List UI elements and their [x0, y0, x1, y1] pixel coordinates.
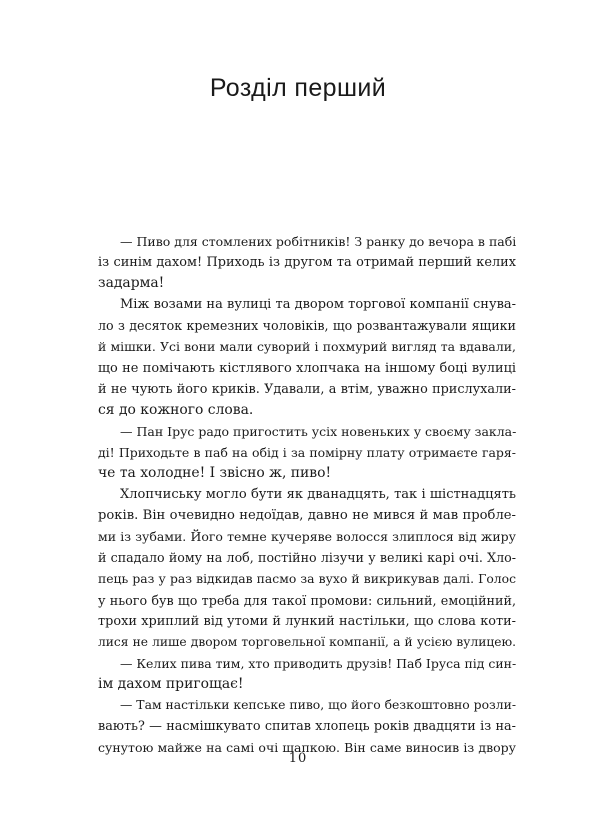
- paragraph: [98, 421, 516, 484]
- text-line: й спадало йому на лоб, постійно лізучи у великі карі очі. Хло-: [98, 550, 516, 566]
- text-line: ся до кожного слова.: [98, 401, 254, 418]
- text-line: ді! Приходьте в паб на обід і за помірну плату отримаєте гаря-: [98, 444, 516, 460]
- text-line: ми із зубами. Його темне кучеряве волосся злиплося від жиру: [98, 529, 516, 545]
- text-line: років. Він очевидно недоїдав, давно не мився й мав пробле-: [98, 508, 516, 524]
- page-number: 10: [288, 751, 308, 766]
- text-line: Хлопчиську могло бути як дванадцять, так і шістнадцять: [120, 487, 516, 503]
- text-line: — Пиво для стомлених робітників! З ранку до вечора в пабі: [120, 234, 517, 249]
- text-line: у нього був що треба для такої промови: сильний, емоційний,: [98, 592, 516, 608]
- text-line: ім дахом пригощає!: [98, 675, 244, 692]
- text-line: — Келих пива тим, хто приводить друзів! Паб Іруса під син-: [120, 655, 517, 671]
- paragraph: [98, 695, 516, 758]
- text-line: задарма!: [98, 275, 165, 292]
- paragraph: [98, 484, 516, 653]
- chapter-title: Розділ перший: [209, 74, 387, 102]
- text-line: із синім дахом! Приходь із другом та отримай перший келих: [98, 255, 516, 271]
- body-text: [98, 231, 516, 758]
- text-line: й мішки. Усі вони мали суворий і похмурий вигляд та вдавали,: [98, 339, 516, 355]
- text-line: пець раз у раз відкидав пасмо за вухо й викрикував далі. Голос: [98, 571, 516, 586]
- paragraph: [98, 231, 516, 294]
- text-line: трохи хриплий від утоми й лункий настільки, що слова коти-: [98, 613, 516, 629]
- paragraph: [98, 653, 516, 695]
- text-line: вають? — насмішкувато спитав хлопець років двадцяти із на-: [98, 719, 516, 735]
- text-line: Між возами на вулиці та двором торгової компанії снува-: [120, 297, 516, 313]
- text-line: — Там настільки кепське пиво, що його безкоштовно розли-: [120, 698, 517, 713]
- text-line: й не чують його криків. Удавали, а втім, уважно прислухали-: [98, 381, 516, 397]
- text-line: — Пан Ірус радо пригостить усіх новеньких у своєму закла-: [120, 423, 517, 439]
- text-line: лися не лише двором торговельної компанії, а й усією вулицею.: [98, 634, 516, 649]
- text-line: сунутою майже на самі очі шапкою. Він саме виносив із двору: [98, 740, 516, 756]
- paragraph: [98, 294, 516, 421]
- text-line: ло з десяток кремезних чоловіків, що розвантажували ящики: [98, 318, 516, 334]
- text-line: че та холодне! І звісно ж, пиво!: [98, 465, 332, 482]
- text-line: що не помічають кістлявого хлопчака на іншому боці вулиці: [98, 360, 516, 376]
